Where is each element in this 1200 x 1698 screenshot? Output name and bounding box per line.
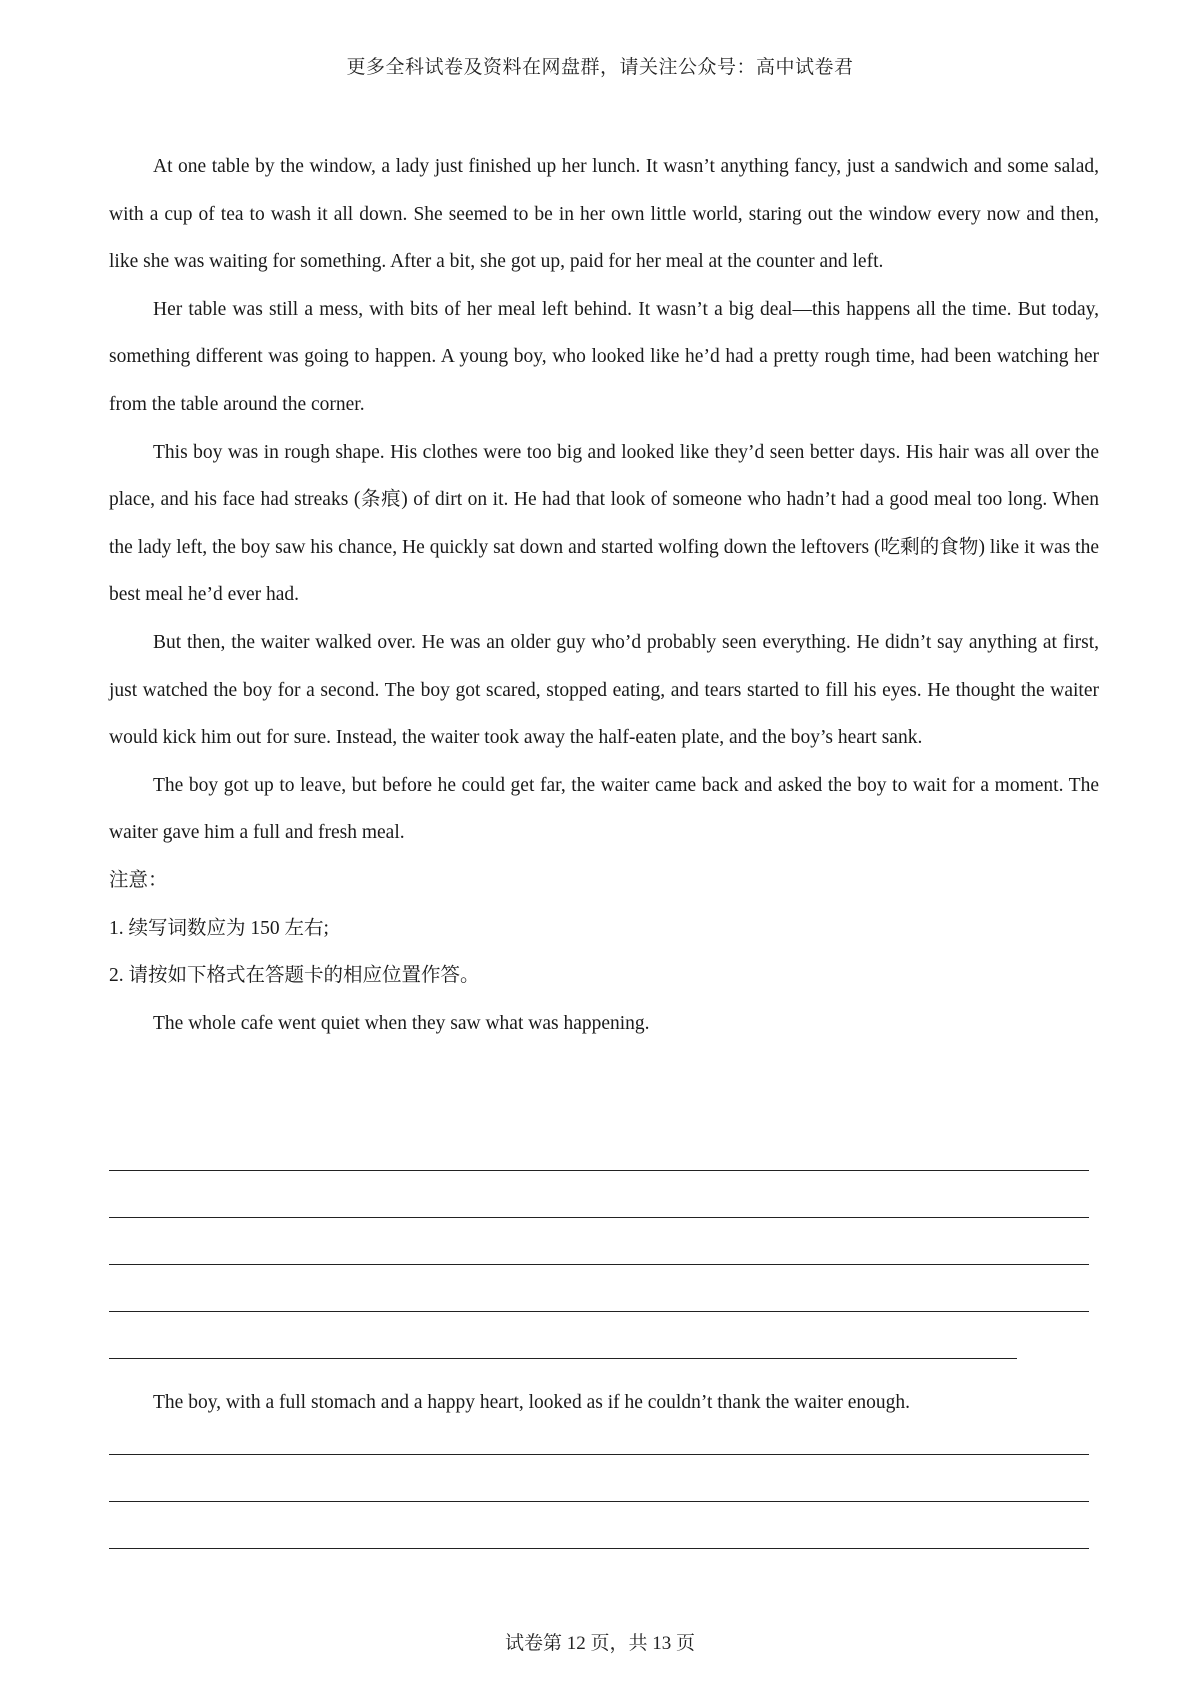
story-paragraph-5: The boy got up to leave, but before he could get far, the waiter came back and asked the boy to wait for a moment. The waiter gave him a full and fresh meal. bbox=[109, 774, 1099, 844]
story-paragraph-3: This boy was in rough shape. His clothes were too big and looked like they’d seen better days. His hair was all over the place, and his face had streaks (条痕) of dirt on it. He had that look of someone who hadn’t had a good meal too long. When the lady left, the boy saw his chance, He quickly sat down and started wolfing down the leftovers (吃剩的食物) like it was the best meal he’d ever had. bbox=[109, 441, 1099, 606]
answer-line bbox=[109, 1170, 1089, 1171]
story-paragraph-1: At one table by the window, a lady just finished up her lunch. It wasn’t anything fancy, just a sandwich and some salad, with a cup of tea to wash it all down. She seemed to be in her own little world, staring out the window every now and then, like she was waiting for something. After a bit, she got up, paid for her meal at the counter and left. bbox=[109, 156, 1099, 273]
notes-title: 注意： bbox=[109, 869, 168, 891]
story-paragraph-2: Her table was still a mess, with bits of her meal left behind. It wasn’t a big deal—this happens all the time. But today, something different was going to happen. A young boy, who looked like he’d had a pretty rough time, had been watching her from the table around the corner. bbox=[109, 298, 1099, 415]
answer-line bbox=[109, 1264, 1089, 1265]
answer-line bbox=[109, 1454, 1089, 1455]
answer-line bbox=[109, 1311, 1089, 1312]
answer-line bbox=[109, 1548, 1089, 1549]
answer-line bbox=[109, 1501, 1089, 1502]
story-paragraph-4: But then, the waiter walked over. He was an older guy who’d probably seen everything. He didn’t say anything at first, just watched the boy for a second. The boy got scared, stopped eating, and tears started to fill his eyes. He thought the waiter would kick him out for sure. Instead, the waiter took away the half-eaten plate, and the boy’s heart sank. bbox=[109, 631, 1099, 749]
continuation-lead-1: The whole cafe went quiet when they saw what was happening. bbox=[153, 1012, 650, 1034]
continuation-lead-2: The boy, with a full stomach and a happy heart, looked as if he couldn’t thank the waiter enough. bbox=[153, 1392, 911, 1413]
page-footer: 试卷第 12 页，共 13 页 bbox=[504, 1633, 695, 1654]
answer-line bbox=[109, 1217, 1089, 1218]
note-item-2: 2. 请按如下格式在答题卡的相应位置作答。 bbox=[109, 965, 480, 987]
note-item-1: 1. 续写词数应为 150 左右; bbox=[109, 917, 329, 939]
story-body bbox=[109, 143, 1099, 1047]
answer-line bbox=[109, 1358, 1017, 1359]
page-header: 更多全科试卷及资料在网盘群，请关注公众号：高中试卷君 bbox=[346, 57, 854, 78]
